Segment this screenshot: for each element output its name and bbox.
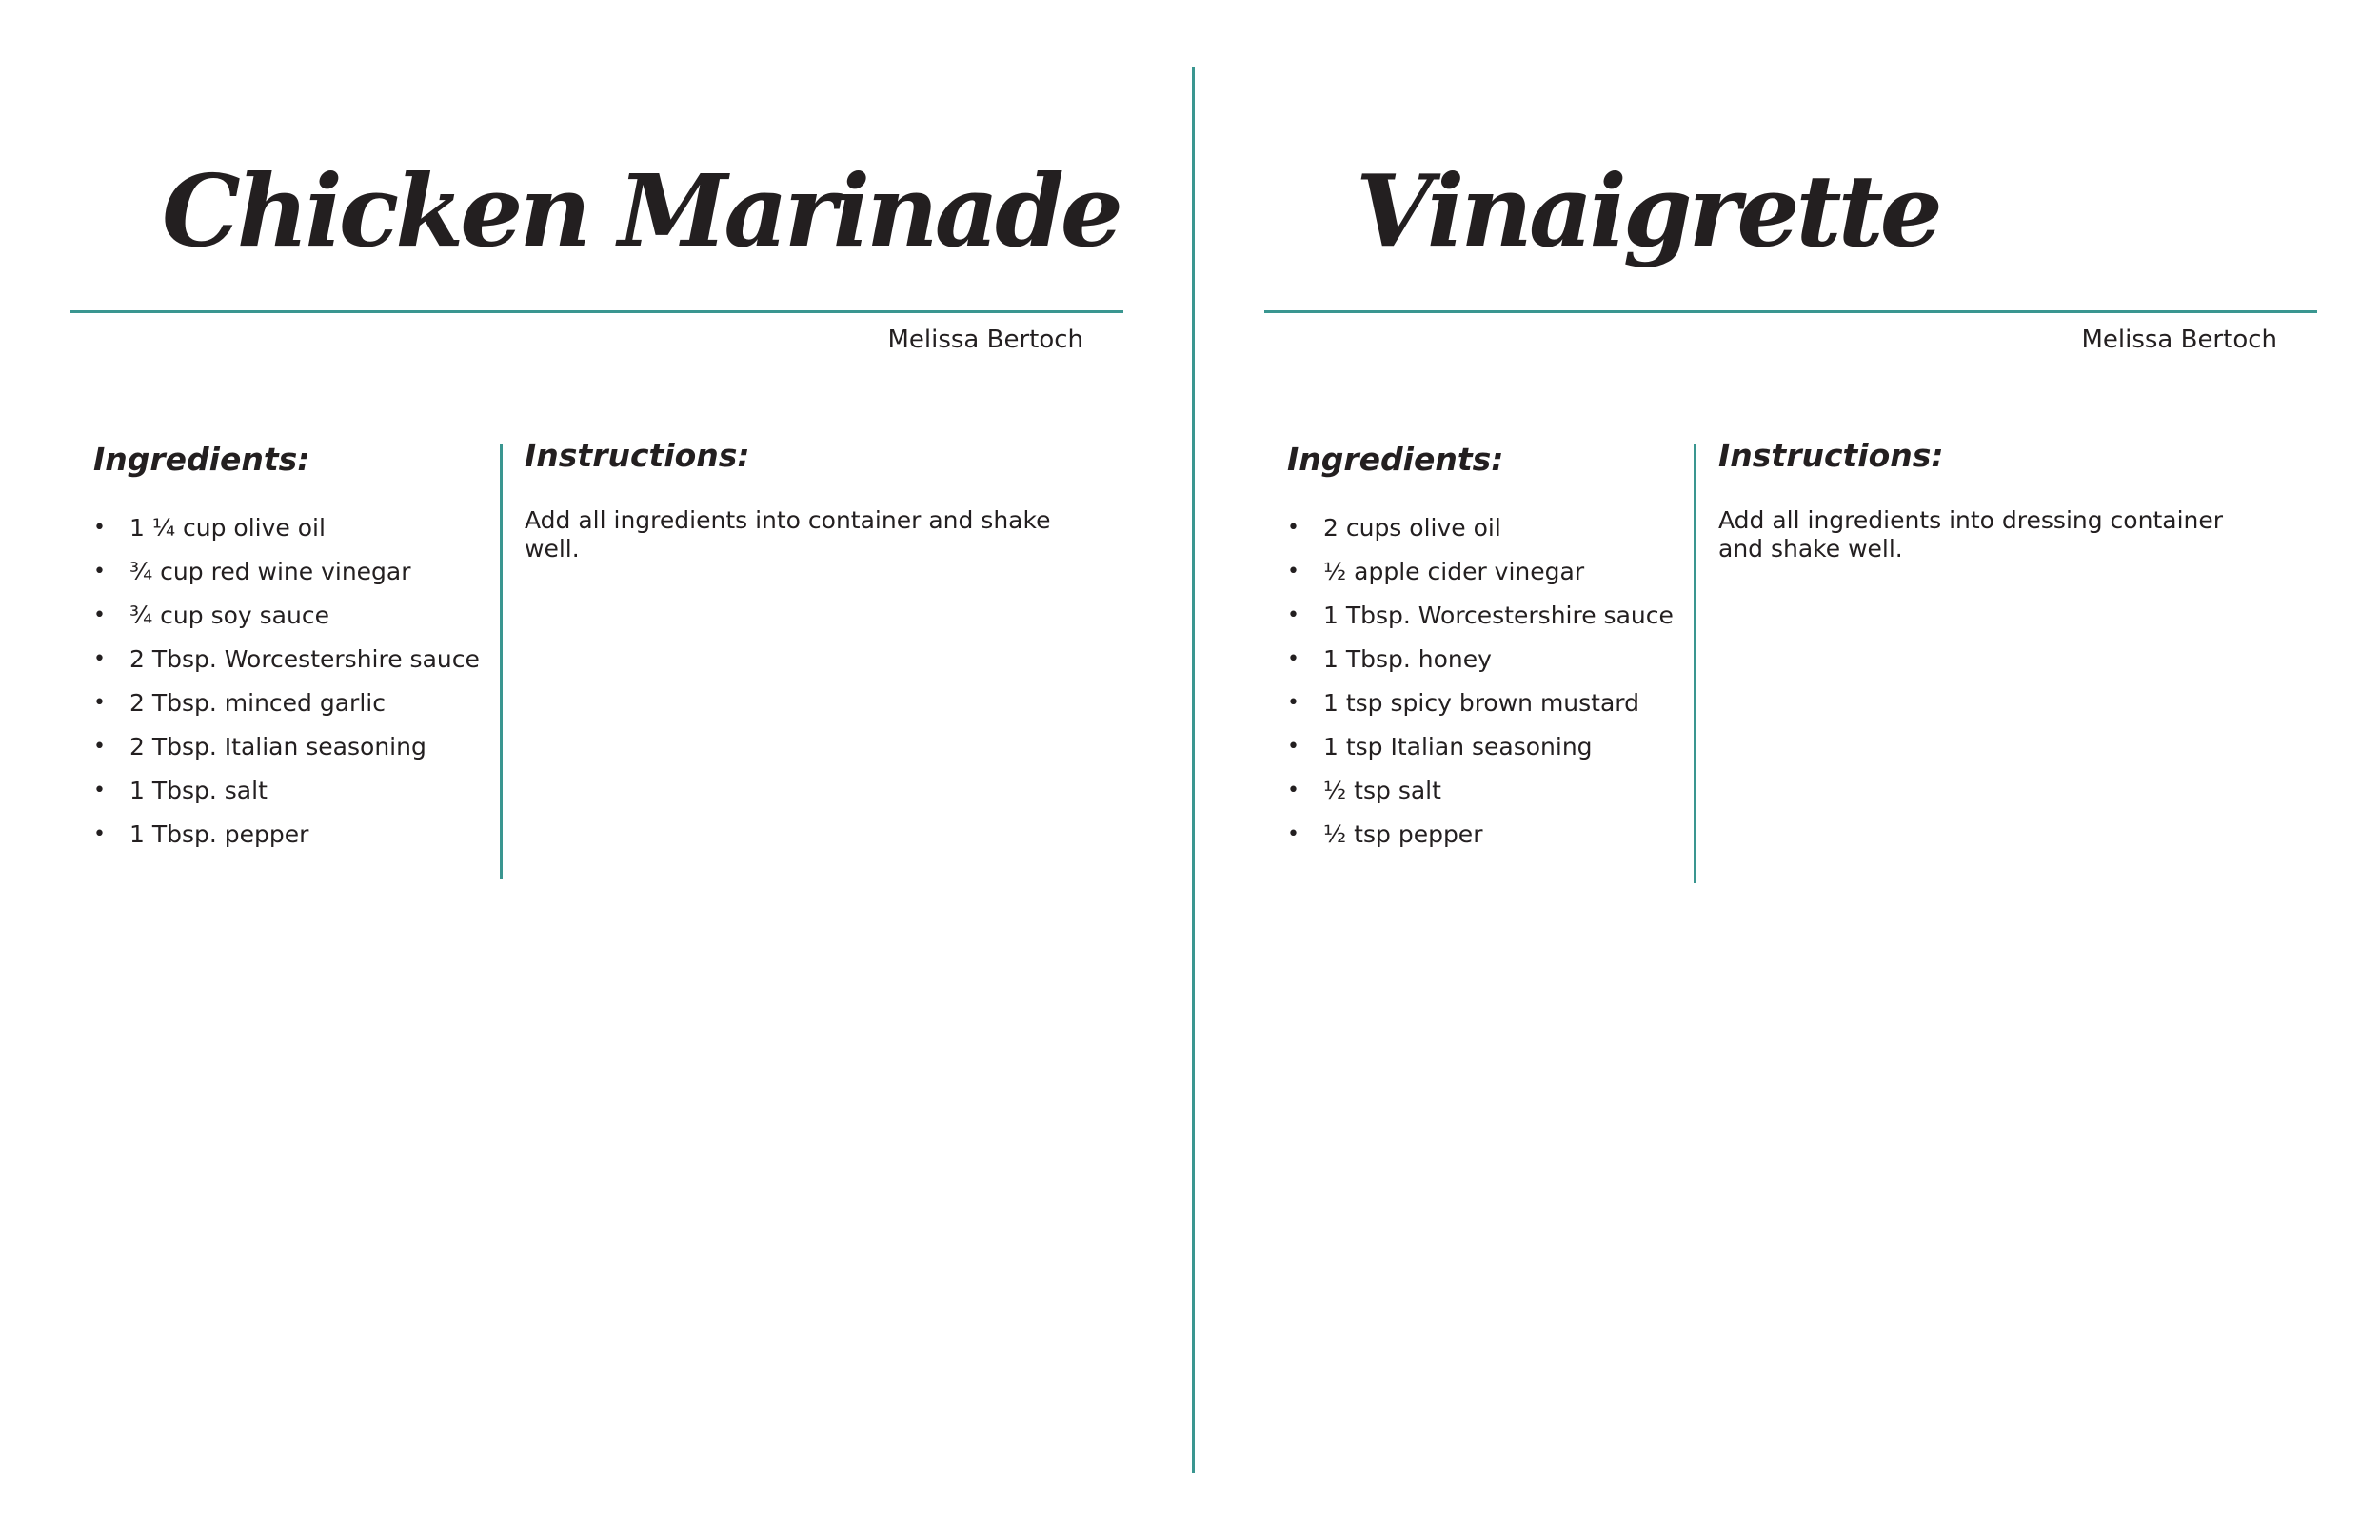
ingredient-text: 1 tsp spicy brown mustard xyxy=(1323,689,1640,717)
instructions-heading: Instructions: xyxy=(1718,437,1944,474)
ingredient-item xyxy=(1287,506,1687,550)
ingredient-text: ¾ cup red wine vinegar xyxy=(129,558,411,585)
ingredient-item xyxy=(1287,550,1687,594)
ingredient-item xyxy=(1287,769,1687,813)
bullet-icon: • xyxy=(93,735,106,759)
ingredients-section xyxy=(93,438,493,857)
ingredient-item xyxy=(93,813,493,857)
ingredient-item xyxy=(93,725,493,769)
instructions-text: Add all ingredients into container and shake well. xyxy=(525,506,1051,563)
ingredient-item xyxy=(1287,725,1687,769)
bullet-icon: • xyxy=(1287,560,1299,583)
bullet-icon: • xyxy=(93,560,106,583)
ingredient-item xyxy=(1287,638,1687,681)
ingredient-text: 1 Tbsp. salt xyxy=(129,777,268,804)
ingredient-text: 1 Tbsp. honey xyxy=(1323,645,1492,673)
bullet-icon: • xyxy=(93,822,106,846)
instructions-heading: Instructions: xyxy=(525,437,750,474)
ingredients-section xyxy=(1287,438,1687,857)
bullet-icon: • xyxy=(1287,779,1299,802)
recipe-author: Melissa Bertoch xyxy=(2081,326,2277,354)
column-divider xyxy=(500,444,503,879)
instructions-text: Add all ingredients into dressing container and shake well. xyxy=(1718,506,2224,563)
ingredient-text: ½ tsp pepper xyxy=(1323,820,1483,848)
ingredient-text: 1 ¼ cup olive oil xyxy=(129,514,326,542)
ingredient-item xyxy=(1287,594,1687,638)
ingredient-text: ¾ cup soy sauce xyxy=(129,602,329,629)
ingredient-text: 1 Tbsp. Worcestershire sauce xyxy=(1323,602,1674,629)
ingredient-item xyxy=(93,769,493,813)
ingredient-item xyxy=(1287,681,1687,725)
bullet-icon: • xyxy=(1287,822,1299,846)
ingredient-item xyxy=(93,681,493,725)
ingredient-item xyxy=(1287,813,1687,857)
bullet-icon: • xyxy=(1287,603,1299,627)
title-divider xyxy=(1264,310,2317,313)
bullet-icon: • xyxy=(93,691,106,715)
bullet-icon: • xyxy=(1287,735,1299,759)
recipe-title: Vinaigrette xyxy=(1356,152,1939,269)
ingredient-item xyxy=(93,550,493,594)
bullet-icon: • xyxy=(93,647,106,671)
ingredient-text: ½ apple cider vinegar xyxy=(1323,558,1585,585)
bullet-icon: • xyxy=(1287,516,1299,540)
bullet-icon: • xyxy=(93,779,106,802)
ingredient-text: 1 tsp Italian seasoning xyxy=(1323,733,1593,760)
instructions-section xyxy=(1718,434,2271,563)
bullet-icon: • xyxy=(93,516,106,540)
bullet-icon: • xyxy=(93,603,106,627)
bullet-icon: • xyxy=(1287,691,1299,715)
ingredients-list xyxy=(1287,506,1687,857)
ingredient-text: 2 Tbsp. Italian seasoning xyxy=(129,733,426,760)
ingredient-text: 2 cups olive oil xyxy=(1323,514,1501,542)
ingredients-list xyxy=(93,506,493,857)
ingredient-text: 2 Tbsp. minced garlic xyxy=(129,689,386,717)
recipe-card-vinaigrette xyxy=(1194,0,2380,1540)
ingredient-text: 2 Tbsp. Worcestershire sauce xyxy=(129,645,480,673)
ingredients-heading: Ingredients: xyxy=(93,441,310,478)
ingredient-text: ½ tsp salt xyxy=(1323,777,1441,804)
bullet-icon: • xyxy=(1287,647,1299,671)
title-divider xyxy=(70,310,1123,313)
recipe-author: Melissa Bertoch xyxy=(887,326,1083,354)
ingredient-item xyxy=(93,638,493,681)
ingredient-text: 1 Tbsp. pepper xyxy=(129,820,309,848)
ingredient-item xyxy=(93,506,493,550)
ingredients-heading: Ingredients: xyxy=(1287,441,1504,478)
instructions-section xyxy=(525,434,1077,563)
column-divider xyxy=(1694,444,1696,883)
ingredient-item xyxy=(93,594,493,638)
recipe-title: Chicken Marinade xyxy=(162,152,1120,269)
